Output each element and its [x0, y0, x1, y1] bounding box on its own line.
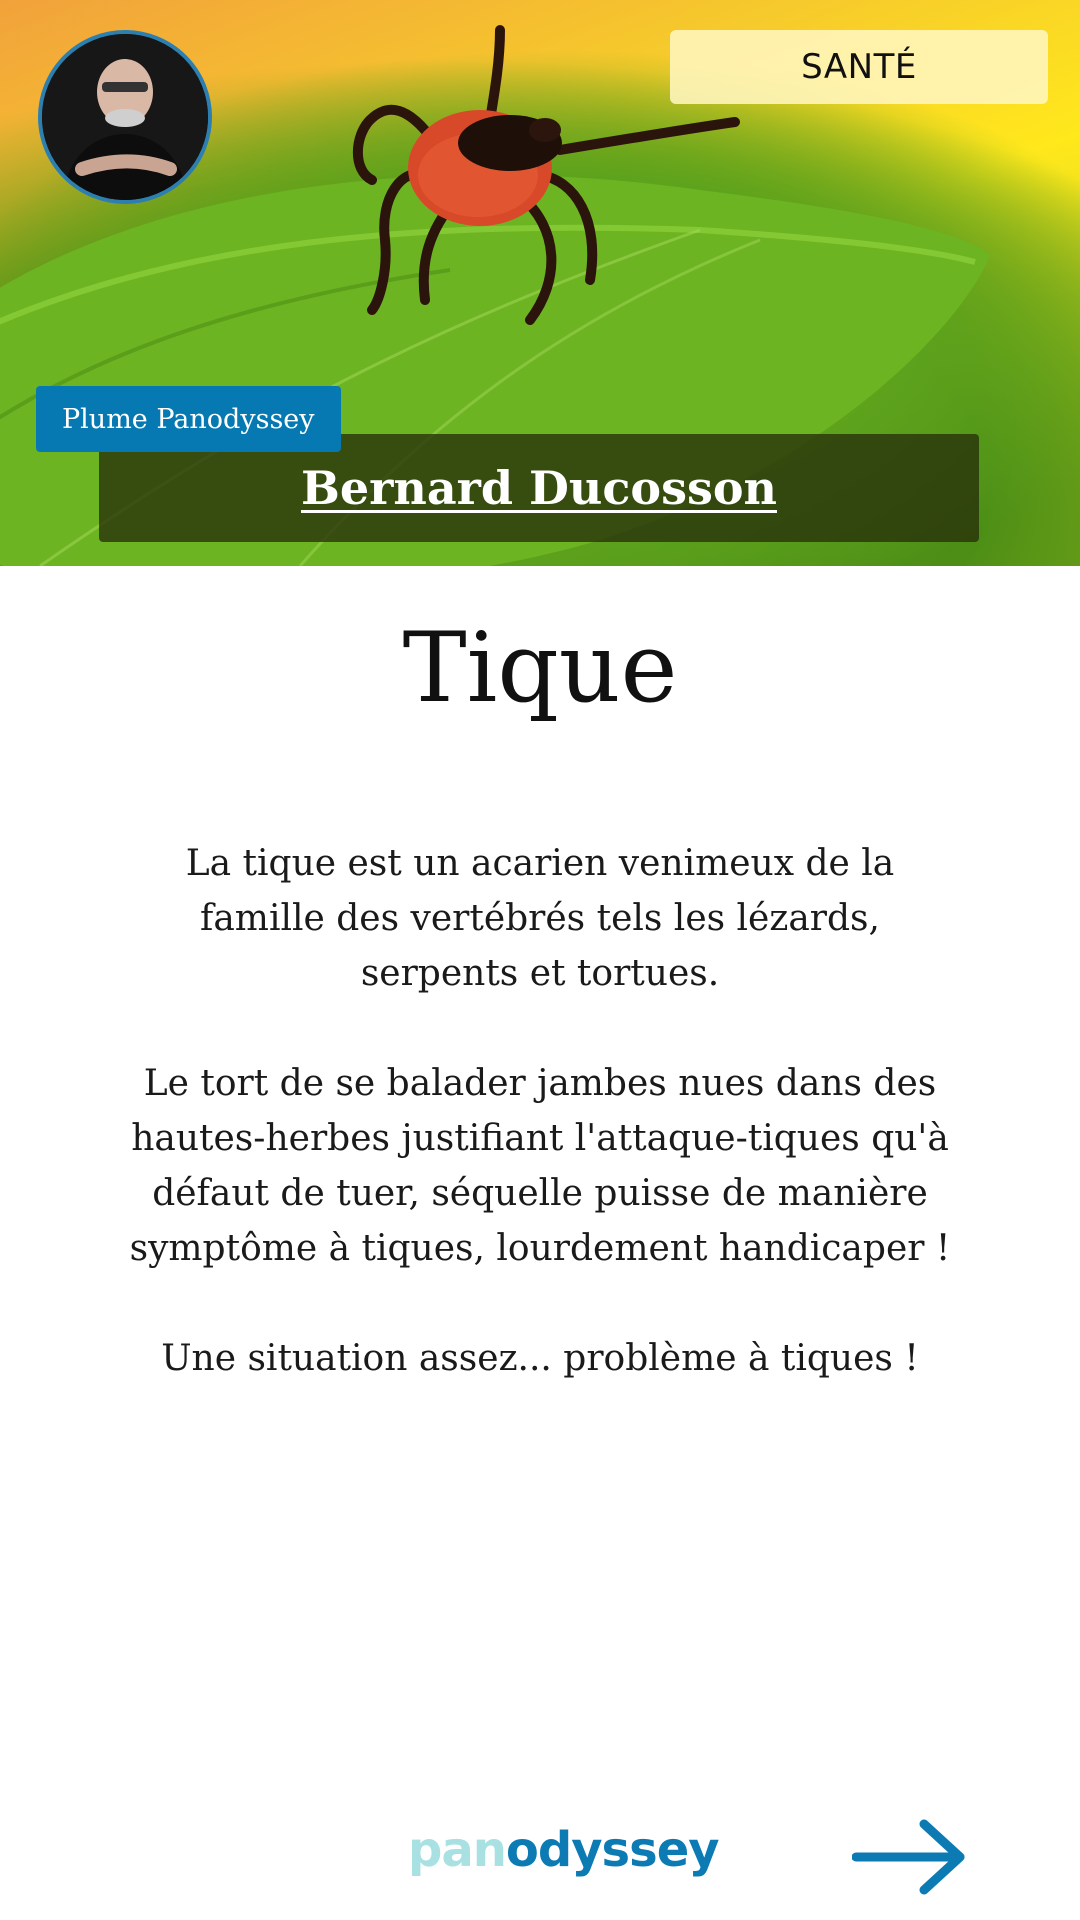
article-paragraph: La tique est un acarien venimeux de la famille des vertébrés tels les lézards, serpents et tortues.	[185, 843, 895, 994]
article-paragraph: Le tort de se balader jambes nues dans des hautes-herbes justifiant l'attaque-tiques qu'à défaut de tuer, séquelle puisse de manière symptôme à tiques, lourdement handicaper !	[129, 1063, 951, 1269]
next-page-button[interactable]	[852, 1818, 968, 1896]
article-body	[120, 836, 960, 1441]
panodyssey-logo[interactable]	[408, 1822, 719, 1878]
article-paragraph: Une situation assez... problème à tiques !	[161, 1338, 919, 1379]
person-icon	[42, 34, 208, 200]
plume-badge	[36, 386, 341, 452]
arrow-right-icon	[852, 1818, 968, 1896]
article-title: Tique	[402, 612, 678, 724]
logo-part-pan: pan	[408, 1822, 506, 1878]
author-name-link[interactable]: Bernard Ducosson	[301, 461, 777, 515]
plume-badge-label: Plume Panodyssey	[62, 403, 315, 435]
hero-image	[0, 0, 1080, 566]
category-label: SANTÉ	[801, 47, 917, 87]
category-badge[interactable]	[670, 30, 1048, 104]
author-avatar[interactable]	[38, 30, 212, 204]
logo-part-odyssey: odyssey	[505, 1822, 719, 1878]
